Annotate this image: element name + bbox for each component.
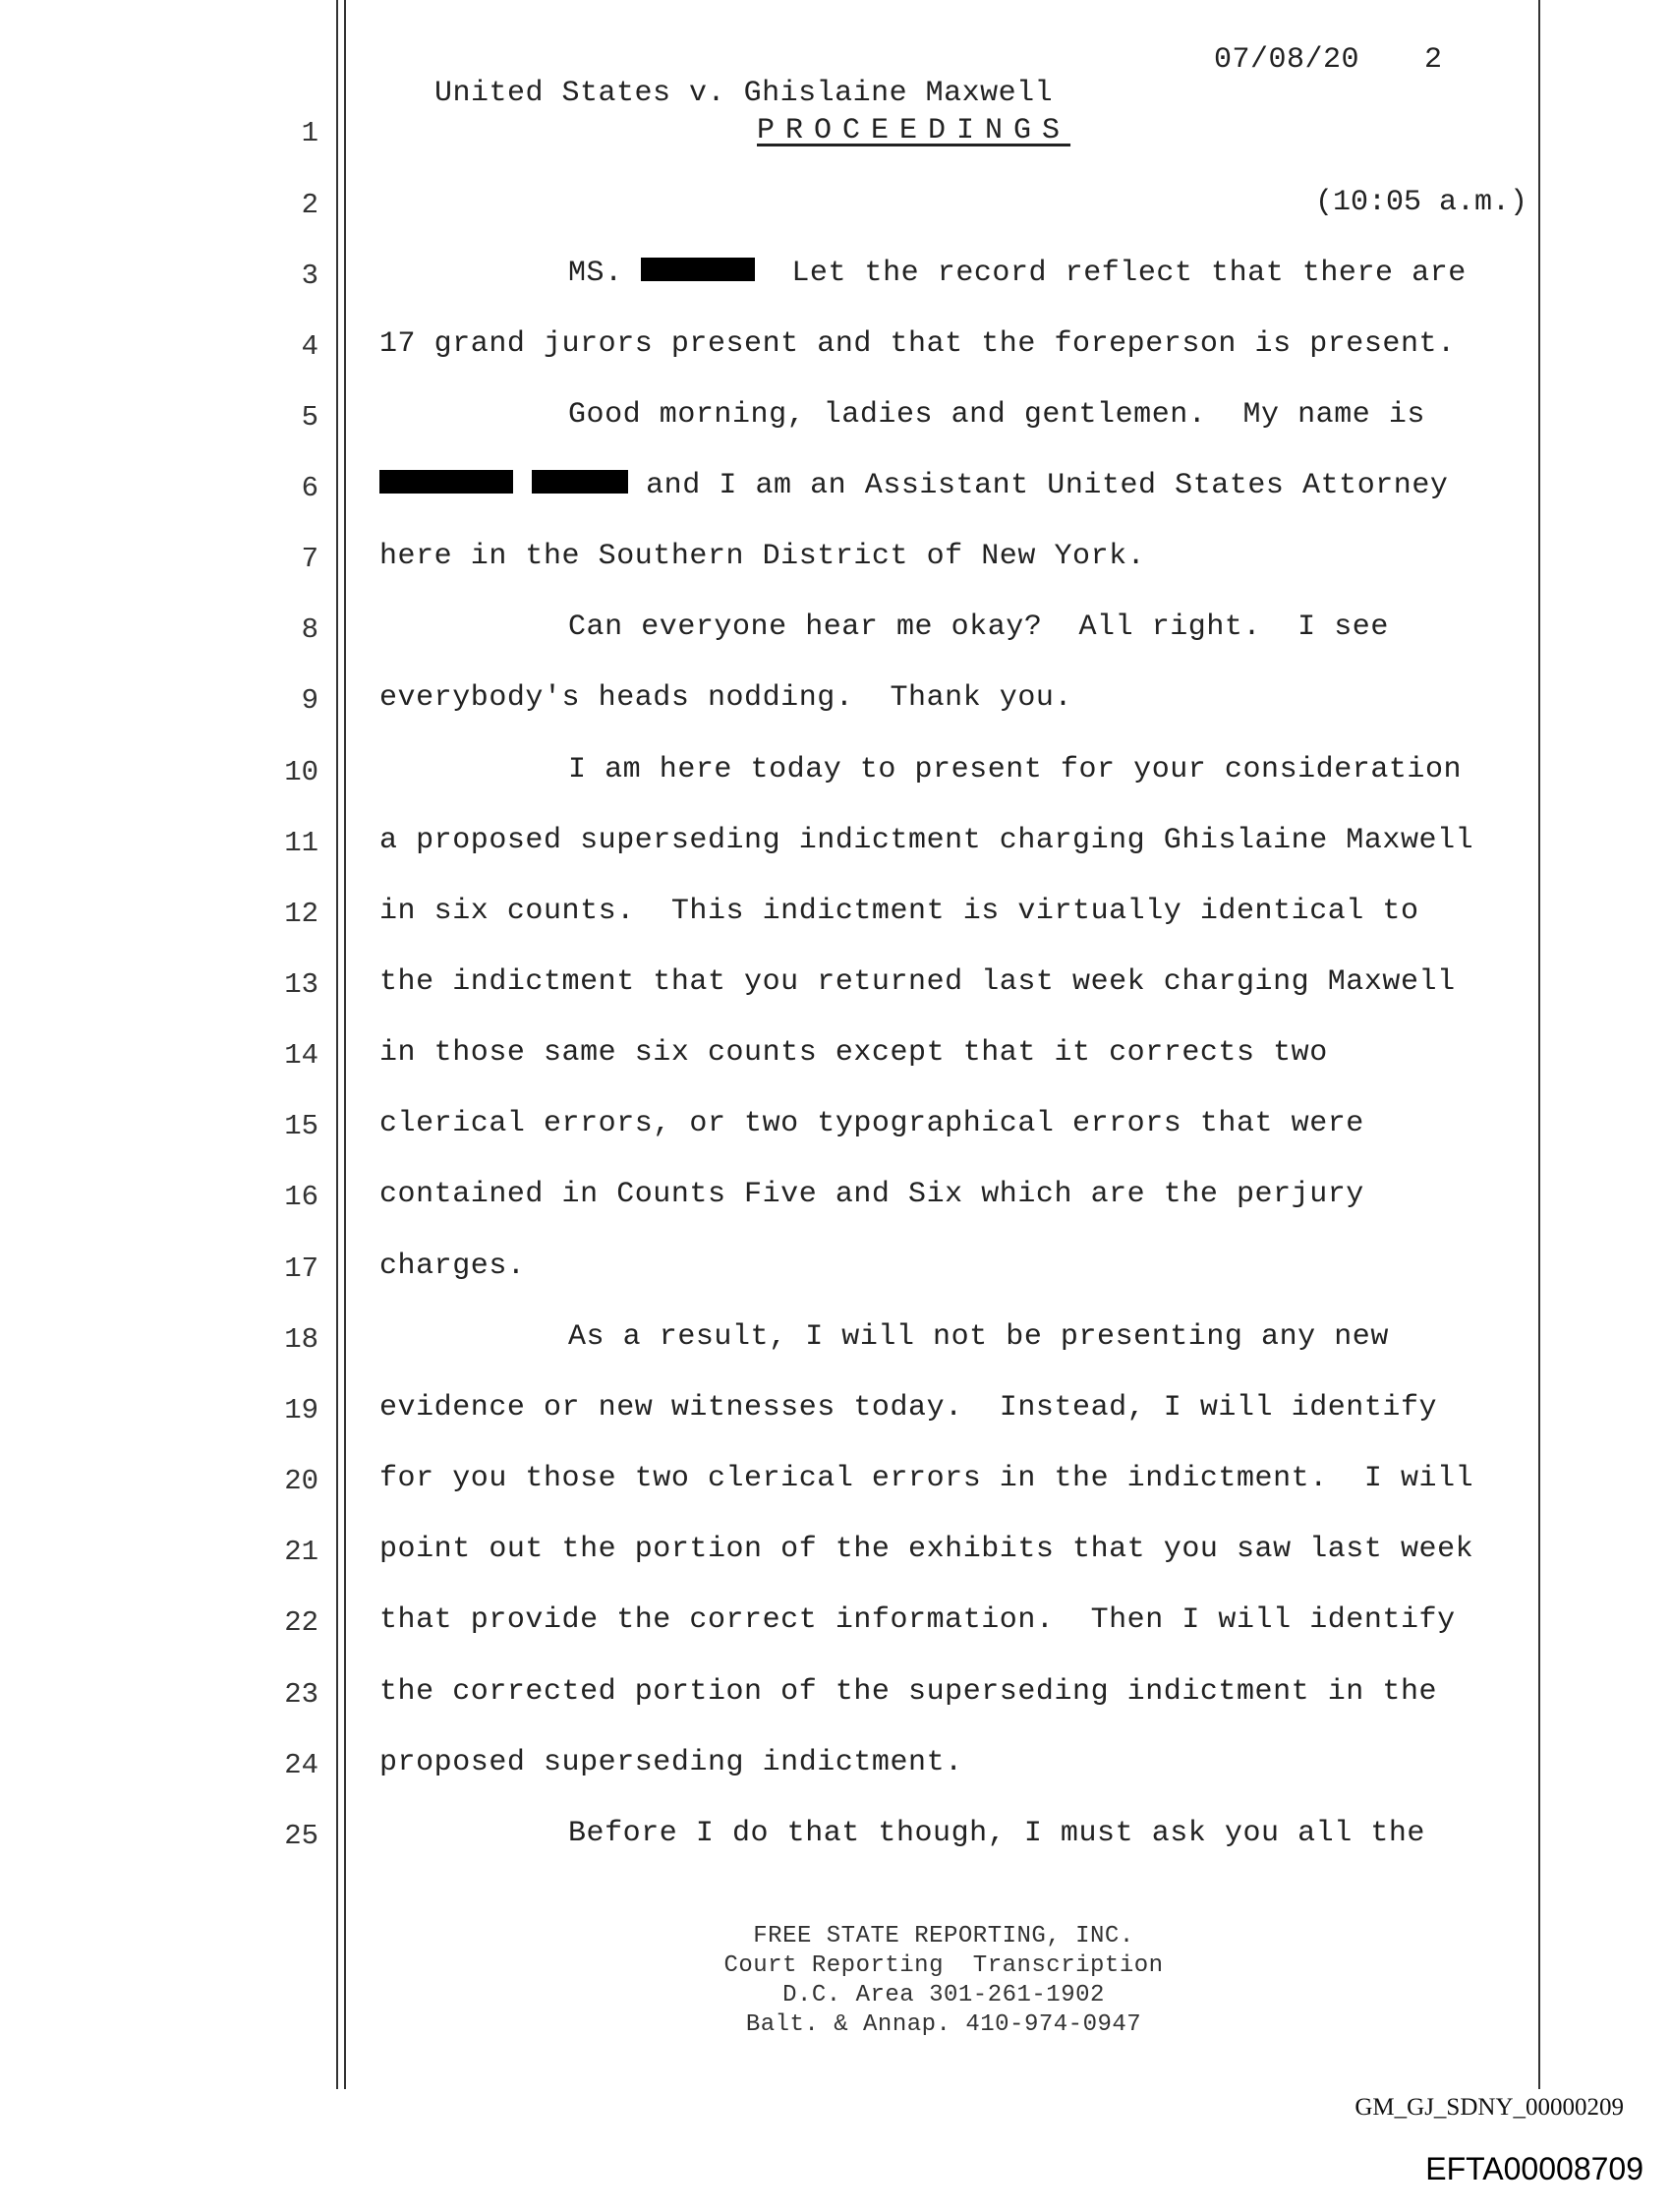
line-number: 14	[284, 1039, 318, 1072]
line-number: 5	[301, 401, 318, 434]
transcript-line-9: everybody's heads nodding. Thank you.	[379, 681, 1073, 715]
left-margin-rule	[336, 0, 338, 2089]
line-number: 4	[301, 330, 318, 363]
transcript-line-8: Can everyone hear me okay? All right. I see	[568, 611, 1389, 644]
transcript-line-17: charges.	[379, 1250, 526, 1283]
line-number: 15	[284, 1110, 318, 1142]
line-number: 7	[301, 543, 318, 575]
transcript-line-14: in those same six counts except that it corrects two	[379, 1036, 1328, 1070]
redaction-box	[379, 470, 513, 494]
line-number: 17	[284, 1252, 318, 1285]
line-number: 22	[284, 1606, 318, 1639]
bates-number: GM_GJ_SDNY_00000209	[1354, 2094, 1624, 2121]
line-3-text: Let the record reflect that there are	[791, 257, 1467, 290]
reporter-footer	[354, 1922, 1533, 2040]
line-number: 25	[284, 1820, 318, 1852]
transcript-line-7: here in the Southern District of New York.	[379, 540, 1146, 573]
efta-number: EFTA00008709	[1425, 2151, 1643, 2186]
time-stamp: (10:05 a.m.)	[1314, 186, 1527, 219]
transcript-line-22: that provide the correct information. Then I will identify	[379, 1603, 1456, 1637]
transcript-line-25: Before I do that though, I must ask you all the	[568, 1817, 1425, 1850]
baltimore-phone: Balt. & Annap. 410-974-0947	[745, 2011, 1142, 2038]
reporting-company: FREE STATE REPORTING, INC.	[753, 1923, 1134, 1950]
redaction-box	[532, 470, 628, 494]
right-margin-rule	[1538, 0, 1540, 2089]
hearing-date: 07/08/20	[1214, 43, 1360, 77]
dc-phone: D.C. Area 301-261-1902	[782, 1982, 1105, 2008]
case-caption: United States v. Ghislaine Maxwell	[434, 77, 1054, 110]
transcript-line-15: clerical errors, or two typographical errors that were	[379, 1107, 1364, 1140]
transcript-line-5: Good morning, ladies and gentlemen. My name is	[568, 398, 1425, 432]
left-margin-rule-inner	[344, 0, 346, 2089]
transcript-line-19: evidence or new witnesses today. Instead, I will identify	[379, 1391, 1438, 1425]
line-number: 1	[301, 117, 318, 149]
speaker-label: MS.	[568, 257, 623, 290]
transcript-header	[398, 43, 1443, 177]
transcript-line-6	[379, 469, 1448, 502]
transcript-line-10: I am here today to present for your consideration	[568, 753, 1463, 786]
transcript-line-3	[379, 257, 1467, 290]
transcript-line-4: 17 grand jurors present and that the foreperson is present.	[379, 327, 1456, 361]
proceedings-title: PROCEEDINGS	[757, 114, 1071, 147]
line-number: 6	[301, 472, 318, 504]
line-number: 19	[284, 1394, 318, 1426]
transcript-line-20: for you those two clerical errors in the indictment. I will	[379, 1462, 1474, 1495]
transcript-line-23: the corrected portion of the superseding indictment in the	[379, 1675, 1438, 1709]
transcript-line-16: contained in Counts Five and Six which are the perjury	[379, 1178, 1364, 1211]
line-number: 12	[284, 898, 318, 930]
line-number: 24	[284, 1749, 318, 1781]
transcript-line-12: in six counts. This indictment is virtually identical to	[379, 895, 1419, 928]
line-number: 11	[284, 827, 318, 859]
redaction-box	[641, 258, 755, 281]
line-number: 21	[284, 1536, 318, 1568]
line-number: 9	[301, 684, 318, 717]
line-number: 18	[284, 1323, 318, 1356]
line-number: 16	[284, 1181, 318, 1213]
transcript-line-13: the indictment that you returned last week charging Maxwell	[379, 965, 1456, 999]
line-6-text: and I am an Assistant United States Attorney	[646, 469, 1449, 502]
line-number: 10	[284, 756, 318, 788]
line-number: 20	[284, 1465, 318, 1497]
page-number: 2	[1424, 43, 1443, 77]
transcript-line-11: a proposed superseding indictment charging Ghislaine Maxwell	[379, 824, 1474, 857]
line-number: 2	[301, 189, 318, 221]
transcript-line-24: proposed superseding indictment.	[379, 1746, 963, 1779]
line-number: 23	[284, 1678, 318, 1711]
transcript-line-21: point out the portion of the exhibits that you saw last week	[379, 1533, 1474, 1566]
reporting-services: Court Reporting Transcription	[723, 1952, 1164, 1979]
line-number: 8	[301, 613, 318, 646]
line-number: 13	[284, 968, 318, 1001]
transcript-line-18: As a result, I will not be presenting any new	[568, 1320, 1389, 1354]
line-number: 3	[301, 260, 318, 292]
